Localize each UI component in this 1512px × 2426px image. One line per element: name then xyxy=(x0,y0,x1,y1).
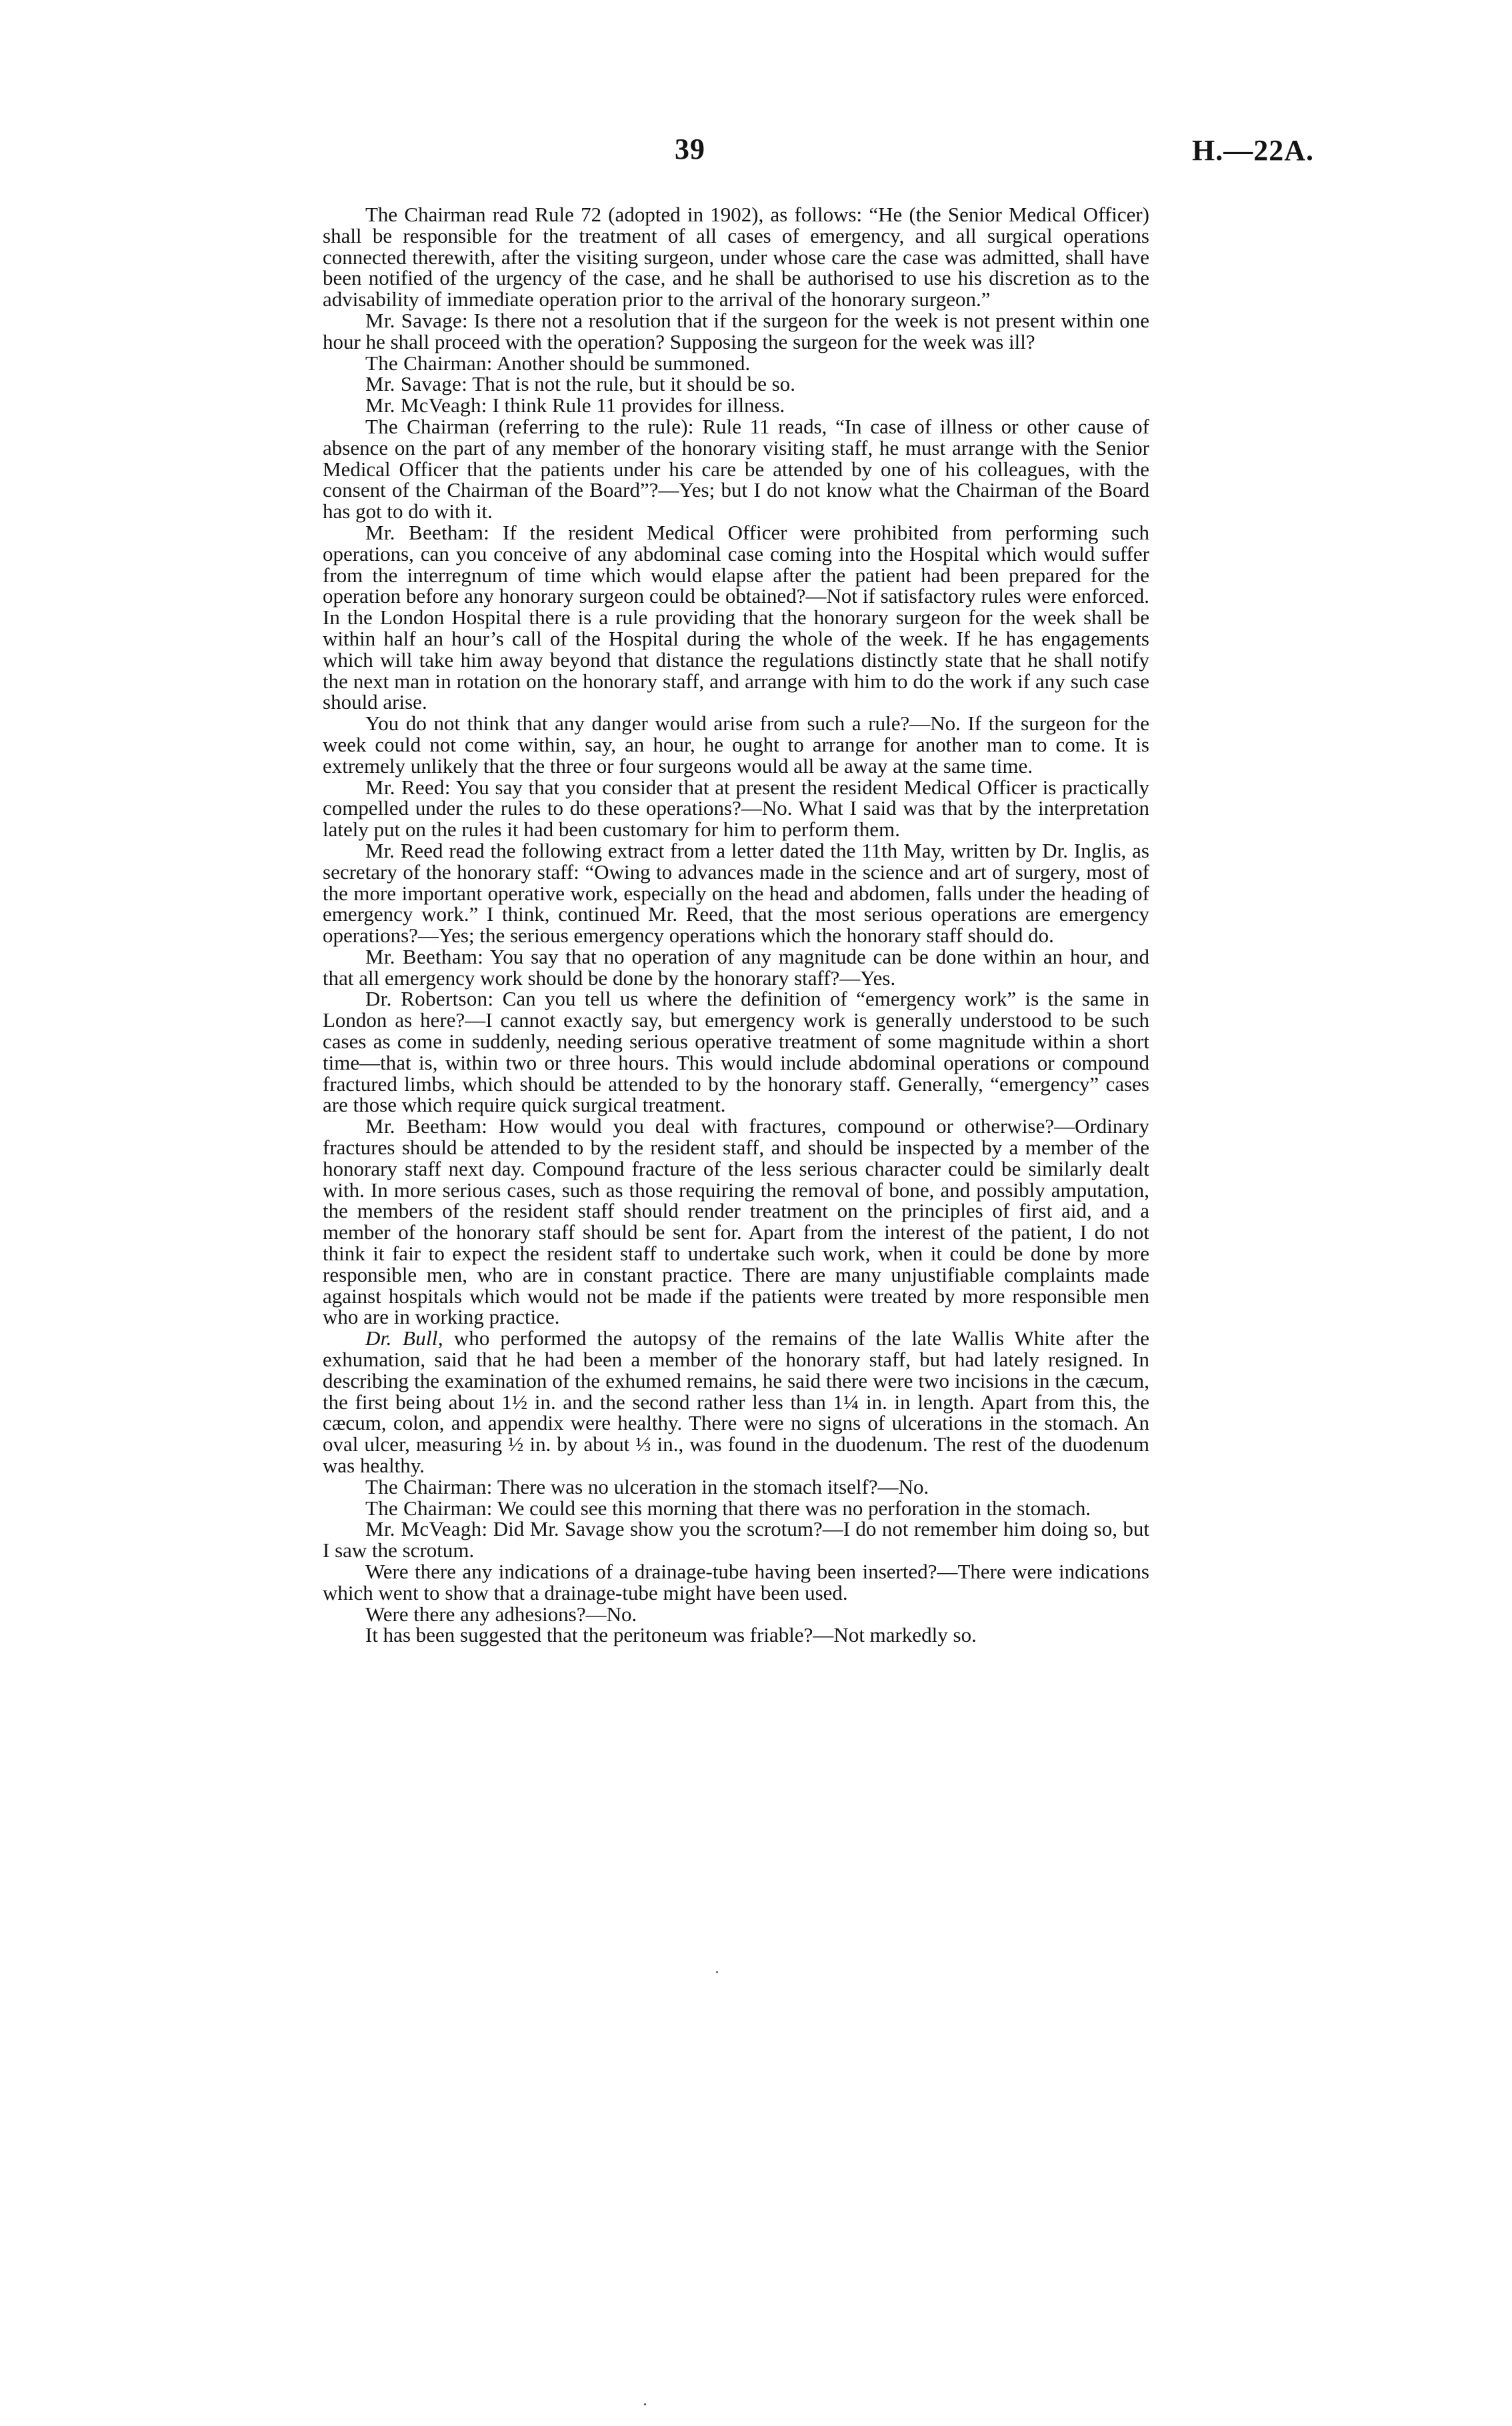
paragraph: Mr. McVeagh: I think Rule 11 provides for illness. xyxy=(365,393,785,417)
speaker-name: The Chairman (referring to the rule): xyxy=(365,414,694,438)
speaker-name: Mr. Savage: xyxy=(365,372,468,396)
paragraph: The Chairman: There was no ulceration in the stomach itself?—No. xyxy=(365,1474,929,1498)
speaker-name: Mr. Reed: xyxy=(365,775,451,799)
paragraph: The Chairman: We could see this morning that there was no perforation in the stomach. xyxy=(365,1496,1091,1520)
page-number: 39 xyxy=(675,133,705,165)
paragraph: Mr. Reed: You say that you consider that at present the resident Medical Officer is practically compelled under the rules to do these operations?—No. What I said was that by the interpretation lately put on the rules it had been customary for him to perform them. xyxy=(323,775,1150,842)
speaker-name: The Chairman: xyxy=(365,351,493,375)
paragraph: The Chairman (referring to the rule): Rule 11 reads, “In case of illness or other cause of absence on the part of any member of the honorary visiting staff, he must arrange with the Senior Medical Officer that the patients under his care be attended by one of his colleagues, with the consent of the Chairman of the Board”?—Yes; but I do not know what the Chairman of the Board has got to do with it. xyxy=(323,414,1149,523)
paper-reference: H.—22A. xyxy=(1192,134,1314,167)
speaker-name: Mr. McVeagh: xyxy=(365,1517,488,1541)
paragraph: The Chairman read Rule 72 (adopted in 1902), as follows: “He (the Senior Medical Officer) shall be responsible for the treatment of all cases of emergency, and all surgical operations connected therewith, after the visiting surgeon, under whose care the case was admitted, shall have been notified of the urgency of the case, and he shall be authorised to use his discretion as to the advisability of immediate operation prior to the arrival of the honorary surgeon.” xyxy=(323,203,1149,311)
speaker-name: The Chairman: xyxy=(365,1474,493,1498)
paragraph: Dr. Bull, who performed the autopsy of the remains of the late Wallis White after the exhumation, said that he had been a member of the honorary staff, but had lately resigned. In describing the examination of the exhumed remains, he said there were two incisions in the cæcum, the first being about 1½ in. and the second rather less than 1¼ in. in length. Apart from this, the cæcum, colon, and appendix were healthy. There were no signs of ulcerations in the stomach. An oval ulcer, measuring ½ in. by about ⅓ in., was found in the duodenum. The rest of the duodenum was healthy. xyxy=(323,1326,1149,1478)
paragraph: Dr. Robertson: Can you tell us where the definition of “emergency work” is the same in London as here?—I cannot exactly say, but emergency work is generally understood to be such cases as come in suddenly, needing serious operative treatment of some magnitude within a short time—that is, within two or three hours. This would include abdominal operations or compound fractured limbs, which should be attended to by the honorary staff. Generally, “emergency” cases are those which require quick surgical treatment. xyxy=(323,987,1150,1117)
paragraph: Mr. Beetham: How would you deal with fractures, compound or otherwise?—Ordinary fractures should be attended to by the resident staff, and should be inspected by a member of the honorary staff next day. Compound fracture of the less serious character could be similarly dealt with. In more serious cases, such as those requiring the removal of bone, and possibly amputation, the members of the resident staff should render treatment on the principles of first aid, and a member of the honorary staff should be sent for. Apart from the interest of the patient, I do not think it fair to expect the resident staff to undertake such work, when it could be done by more responsible men, who are in constant practice. There are many unjustifiable complaints made against hospitals which would not be made if the patients were treated by more responsible men who are in working practice. xyxy=(323,1114,1149,1329)
paragraph: Mr. McVeagh: Did Mr. Savage show you the scrotum?—I do not remember him doing so, but I saw the scrotum. xyxy=(323,1517,1149,1562)
speaker-name: The Chairman: xyxy=(365,1496,493,1520)
paragraph: Mr. Savage: That is not the rule, but it should be so. xyxy=(365,372,796,396)
paragraph: Mr. Beetham: If the resident Medical Officer were prohibited from performing such operations, can you conceive of any abdominal case coming into the Hospital which would suffer from the interregnum of time which would elapse after the patient had been prepared for the operation before any honorary surgeon could be obtained?—Not if satisfactory rules were enforced. In the London Hospital there is a rule providing that the honorary surgeon for the week shall be within half an hour’s call of the Hospital during the whole of the week. If he has engagements which will take him away beyond that distance the regulations distinctly state that he shall notify the next man in rotation on the honorary staff, and arrange with him to do the work if any such case should arise. xyxy=(323,520,1149,714)
print-speck xyxy=(644,2403,646,2405)
print-speck xyxy=(716,1971,718,1973)
paragraph: Mr. Savage: Is there not a resolution that if the surgeon for the week is not present within one hour he shall proceed with the operation? Supposing the surgeon for the week was ill? xyxy=(323,308,1150,353)
paragraph: It has been suggested that the peritoneum was friable?—Not markedly so. xyxy=(365,1623,977,1647)
speaker-name: Mr. Savage: xyxy=(365,308,468,332)
speaker-name: Mr. Beetham: xyxy=(365,520,490,544)
paragraph: Mr. Reed read the following extract from a letter dated the 11th May, written by Dr. Inglis, as secretary of the honorary staff: “Owing to advances made in the science and art of surgery, most of the more important operative work, especially on the head and abdomen, falls under the heading of emergency work.” I think, continued Mr. Reed, that the most serious operations are emergency operations?—Yes; the serious emergency operations which the honorary staff should do. xyxy=(323,838,1149,948)
speaker-name: Mr. Beetham: xyxy=(365,944,484,968)
paragraph: The Chairman: Another should be summoned. xyxy=(365,351,751,375)
speaker-name: Dr. Bull, xyxy=(365,1326,443,1350)
speaker-name: Mr. Beetham: xyxy=(365,1114,488,1138)
paragraph: Were there any indications of a drainage-tube having been inserted?—There were indications which went to show that a drainage-tube might have been used. xyxy=(323,1560,1149,1604)
speaker-name: Mr. McVeagh: xyxy=(365,393,487,417)
paragraph: You do not think that any danger would arise from such a rule?—No. If the surgeon for the week could not come within, say, an hour, he ought to arrange for another man to come. It is extremely unlikely that the three or four surgeons would all be away at the same time. xyxy=(323,712,1149,778)
paragraph: Were there any adhesions?—No. xyxy=(365,1602,637,1626)
speaker-name: Dr. Robertson: xyxy=(365,987,494,1011)
evidence-text-column xyxy=(323,204,1149,1646)
paragraph: Mr. Beetham: You say that no operation of any magnitude can be done within an hour, and that all emergency work should be done by the honorary staff?—Yes. xyxy=(323,944,1149,990)
